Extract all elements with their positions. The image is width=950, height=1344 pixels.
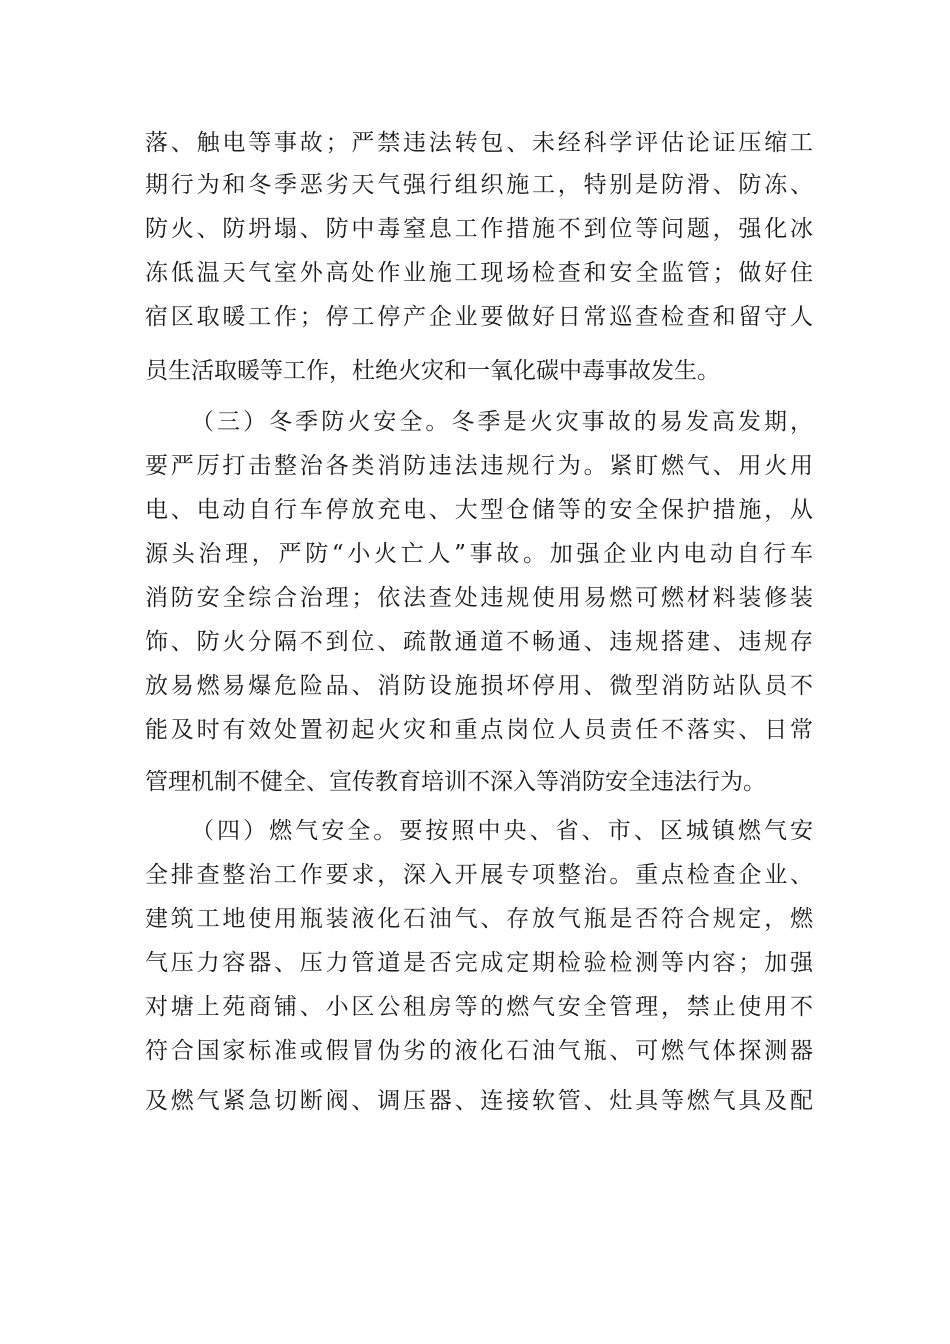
section-heading-4: （四）燃气安全。要按照中央、省、市、区城镇燃气安	[191, 818, 813, 844]
section-heading-3: （三）冬季防火安全。冬季是火灾事故的易发高发期，	[191, 409, 813, 435]
text-line: 建筑工地使用瓶装液化石油气、存放气瓶是否符合规定，燃	[145, 906, 813, 932]
text-line: 放易燃易爆危险品、消防设施损坏停用、微型消防站队员不	[145, 673, 813, 699]
text-line: 期行为和冬季恶劣天气强行组织施工，特别是防滑、防冻、	[145, 172, 813, 198]
text-line: 电、电动自行车停放充电、大型仓储等的安全保护措施，从	[145, 497, 813, 523]
text-line: 落、触电等事故；严禁违法转包、未经科学评估论证压缩工	[145, 130, 813, 156]
text-line: 防火、防坍塌、防中毒窒息工作措施不到位等问题，强化冰	[145, 216, 813, 242]
text-line: 气压力容器、压力管道是否完成定期检验检测等内容；加强	[145, 950, 813, 976]
text-line: 冻低温天气室外高处作业施工现场检查和安全监管；做好住	[145, 260, 813, 286]
text-line: 符合国家标准或假冒伪劣的液化石油气瓶、可燃气体探测器	[145, 1038, 813, 1064]
text-line: 源头治理，严防“小火亡人”事故。加强企业内电动自行车	[145, 541, 813, 567]
text-line: 能及时有效处置初起火灾和重点岗位人员责任不落实、日常	[145, 717, 813, 743]
text-line: 及燃气紧急切断阀、调压器、连接软管、灶具等燃气具及配	[145, 1088, 813, 1114]
text-line: 员生活取暖等工作，杜绝火灾和一氧化碳中毒事故发生。	[145, 358, 720, 384]
text-line: 管理机制不健全、宣传教育培训不深入等消防安全违法行为。	[145, 769, 766, 795]
text-line: 要严厉打击整治各类消防违法违规行为。紧盯燃气、用火用	[145, 453, 813, 479]
text-line: 饰、防火分隔不到位、疏散通道不畅通、违规搭建、违规存	[145, 629, 813, 655]
text-line: 全排查整治工作要求，深入开展专项整治。重点检查企业、	[145, 862, 813, 888]
text-line: 宿区取暖工作；停工停产企业要做好日常巡查检查和留守人	[145, 304, 813, 330]
text-line: 对塘上苑商铺、小区公租房等的燃气安全管理，禁止使用不	[145, 994, 813, 1020]
text-line: 消防安全综合治理；依法查处违规使用易燃可燃材料装修装	[145, 585, 813, 611]
